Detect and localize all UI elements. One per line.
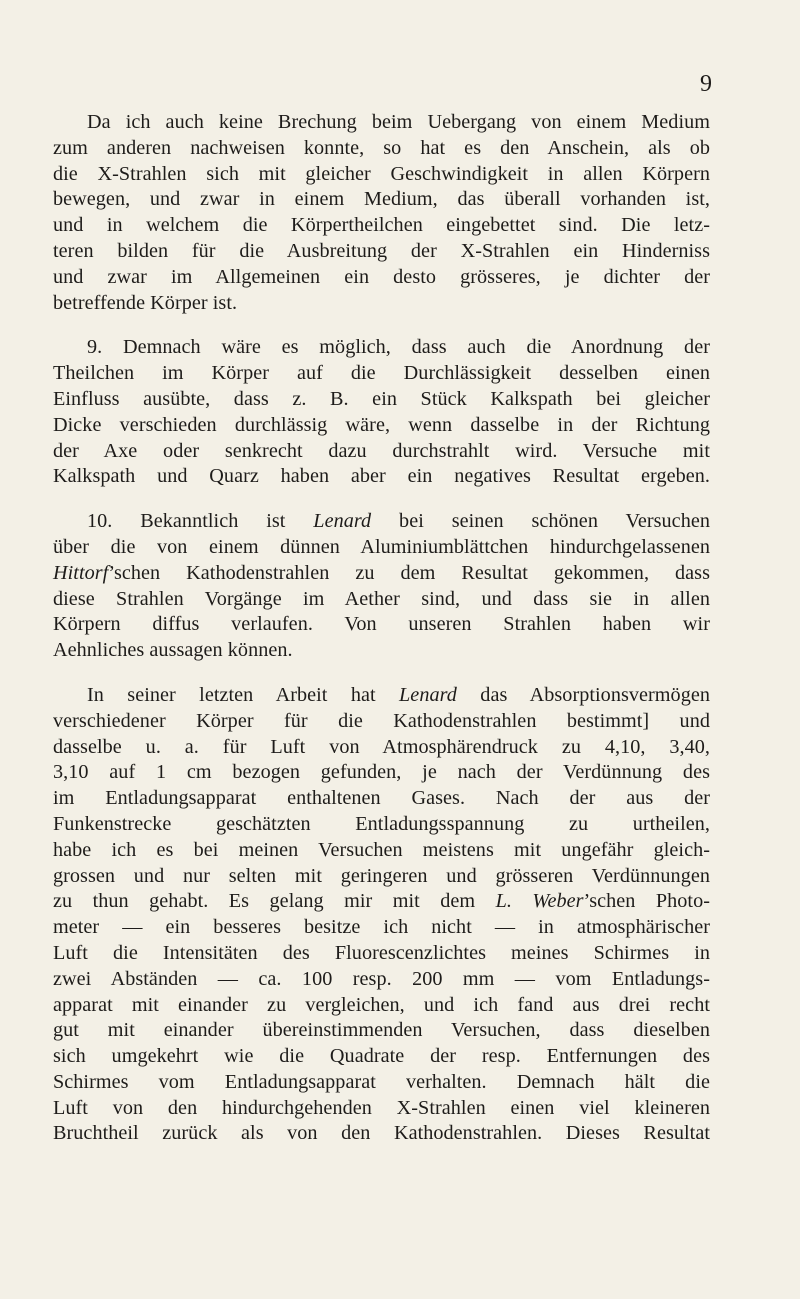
text-line: Luft die Intensitäten des Fluorescenzlichtes meines Schirmes in (53, 941, 710, 964)
paragraph-absorption (53, 683, 710, 1147)
text-line: Bruchtheil zurück als von den Kathodenstrahlen. Dieses Resultat (53, 1122, 710, 1145)
text-line: gut mit einander übereinstimmenden Versuchen, dass dieselben (53, 1019, 710, 1042)
text-line: diese Strahlen Vorgänge im Aether sind, und dass sie in allen (53, 587, 710, 610)
text-segment: 10. Bekanntlich ist (87, 510, 314, 533)
text-line: Einfluss ausübte, dass z. B. ein Stück Kalkspath bei gleicher (53, 387, 710, 410)
text-line: im Entladungsapparat enthaltenen Gases. Nach der aus der (53, 787, 710, 810)
text-line: Schirmes vom Entladungsapparat verhalten. Demnach hält die (53, 1070, 710, 1093)
text-line: und in welchem die Körpertheilchen eingebettet sind. Die letz- (53, 214, 710, 237)
text-segment: bei seinen schönen Versuchen (371, 510, 710, 533)
text-line (53, 561, 710, 587)
text-line: die X-Strahlen sich mit gleicher Geschwindigkeit in allen Körpern (53, 162, 710, 185)
text-segment: ’schen Kathodenstrahlen zu dem Resultat gekommen, dass (108, 561, 710, 584)
text-segment: ’schen Photo- (583, 890, 710, 913)
text-line: Kalkspath und Quarz haben aber ein negatives Resultat ergeben. (53, 465, 710, 488)
author-name-lenard: Lenard (399, 683, 457, 706)
text-line: grossen und nur selten mit geringeren und grösseren Verdünnungen (53, 864, 710, 887)
text-line: sich umgekehrt wie die Quadrate der resp. Entfernungen des (53, 1045, 710, 1068)
text-line (53, 889, 710, 915)
paragraph-section-9 (53, 335, 710, 490)
text-line: zum anderen nachweisen konnte, so hat es den Anschein, als ob (53, 136, 710, 159)
text-line: der Axe oder senkrecht dazu durchstrahlt wird. Versuche mit (53, 439, 710, 462)
author-name-lenard: Lenard (313, 510, 372, 533)
text-line: Funkenstrecke geschätzten Entladungsspannung zu urtheilen, (53, 812, 710, 835)
text-line: Körpern diffus verlaufen. Von unseren Strahlen haben wir (53, 613, 710, 636)
text-line: und zwar im Allgemeinen ein desto grösseres, je dichter der (53, 265, 710, 288)
text-line: meter — ein besseres besitze ich nicht — in atmosphärischer (53, 916, 710, 939)
text-line: teren bilden für die Ausbreitung der X-Strahlen ein Hinderniss (53, 239, 710, 262)
author-name-hittorf: Hittorf (53, 561, 109, 584)
text-line: habe ich es bei meinen Versuchen meistens mit ungefähr gleich- (53, 838, 710, 861)
text-line: 9. Demnach wäre es möglich, dass auch die Anordnung der (87, 336, 710, 359)
text-line: dasselbe u. a. für Luft von Atmosphärendruck zu 4,10, 3,40, (53, 735, 710, 758)
author-name-weber: L. Weber (495, 890, 584, 913)
paragraph-section-10 (53, 509, 710, 664)
text-line: verschiedener Körper für die Kathodenstrahlen bestimmt] und (53, 709, 710, 732)
text-segment: das Absorptionsvermögen (456, 683, 710, 706)
page-number: 9 (700, 71, 712, 97)
text-line: Theilchen im Körper auf die Durchlässigkeit desselben einen (53, 362, 710, 385)
text-line: zwei Abständen — ca. 100 resp. 200 mm — vom Entladungs- (53, 967, 710, 990)
text-segment: zu thun gehabt. Es gelang mir mit dem (53, 890, 496, 913)
text-line: Luft von den hindurchgehenden X-Strahlen einen viel kleineren (53, 1096, 710, 1119)
text-line: betreffende Körper ist. (53, 291, 238, 314)
text-line: bewegen, und zwar in einem Medium, das überall vorhanden ist, (53, 188, 710, 211)
text-line (53, 683, 710, 709)
text-line (53, 509, 710, 535)
text-line: 3,10 auf 1 cm bezogen gefunden, je nach der Verdünnung des (53, 761, 710, 784)
text-line: Dicke verschieden durchlässig wäre, wenn dasselbe in der Richtung (53, 413, 710, 436)
text-line: über die von einem dünnen Aluminiumblättchen hindurchgelassenen (53, 535, 710, 558)
body-text (53, 110, 710, 1166)
text-line: Da ich auch keine Brechung beim Uebergang von einem Medium (87, 111, 710, 133)
text-line: apparat mit einander zu vergleichen, und ich fand aus drei recht (53, 993, 710, 1016)
text-segment: In seiner letzten Arbeit hat (87, 683, 400, 706)
text-line: Aehnliches aussagen können. (53, 639, 293, 662)
paragraph-refraction (53, 110, 710, 316)
